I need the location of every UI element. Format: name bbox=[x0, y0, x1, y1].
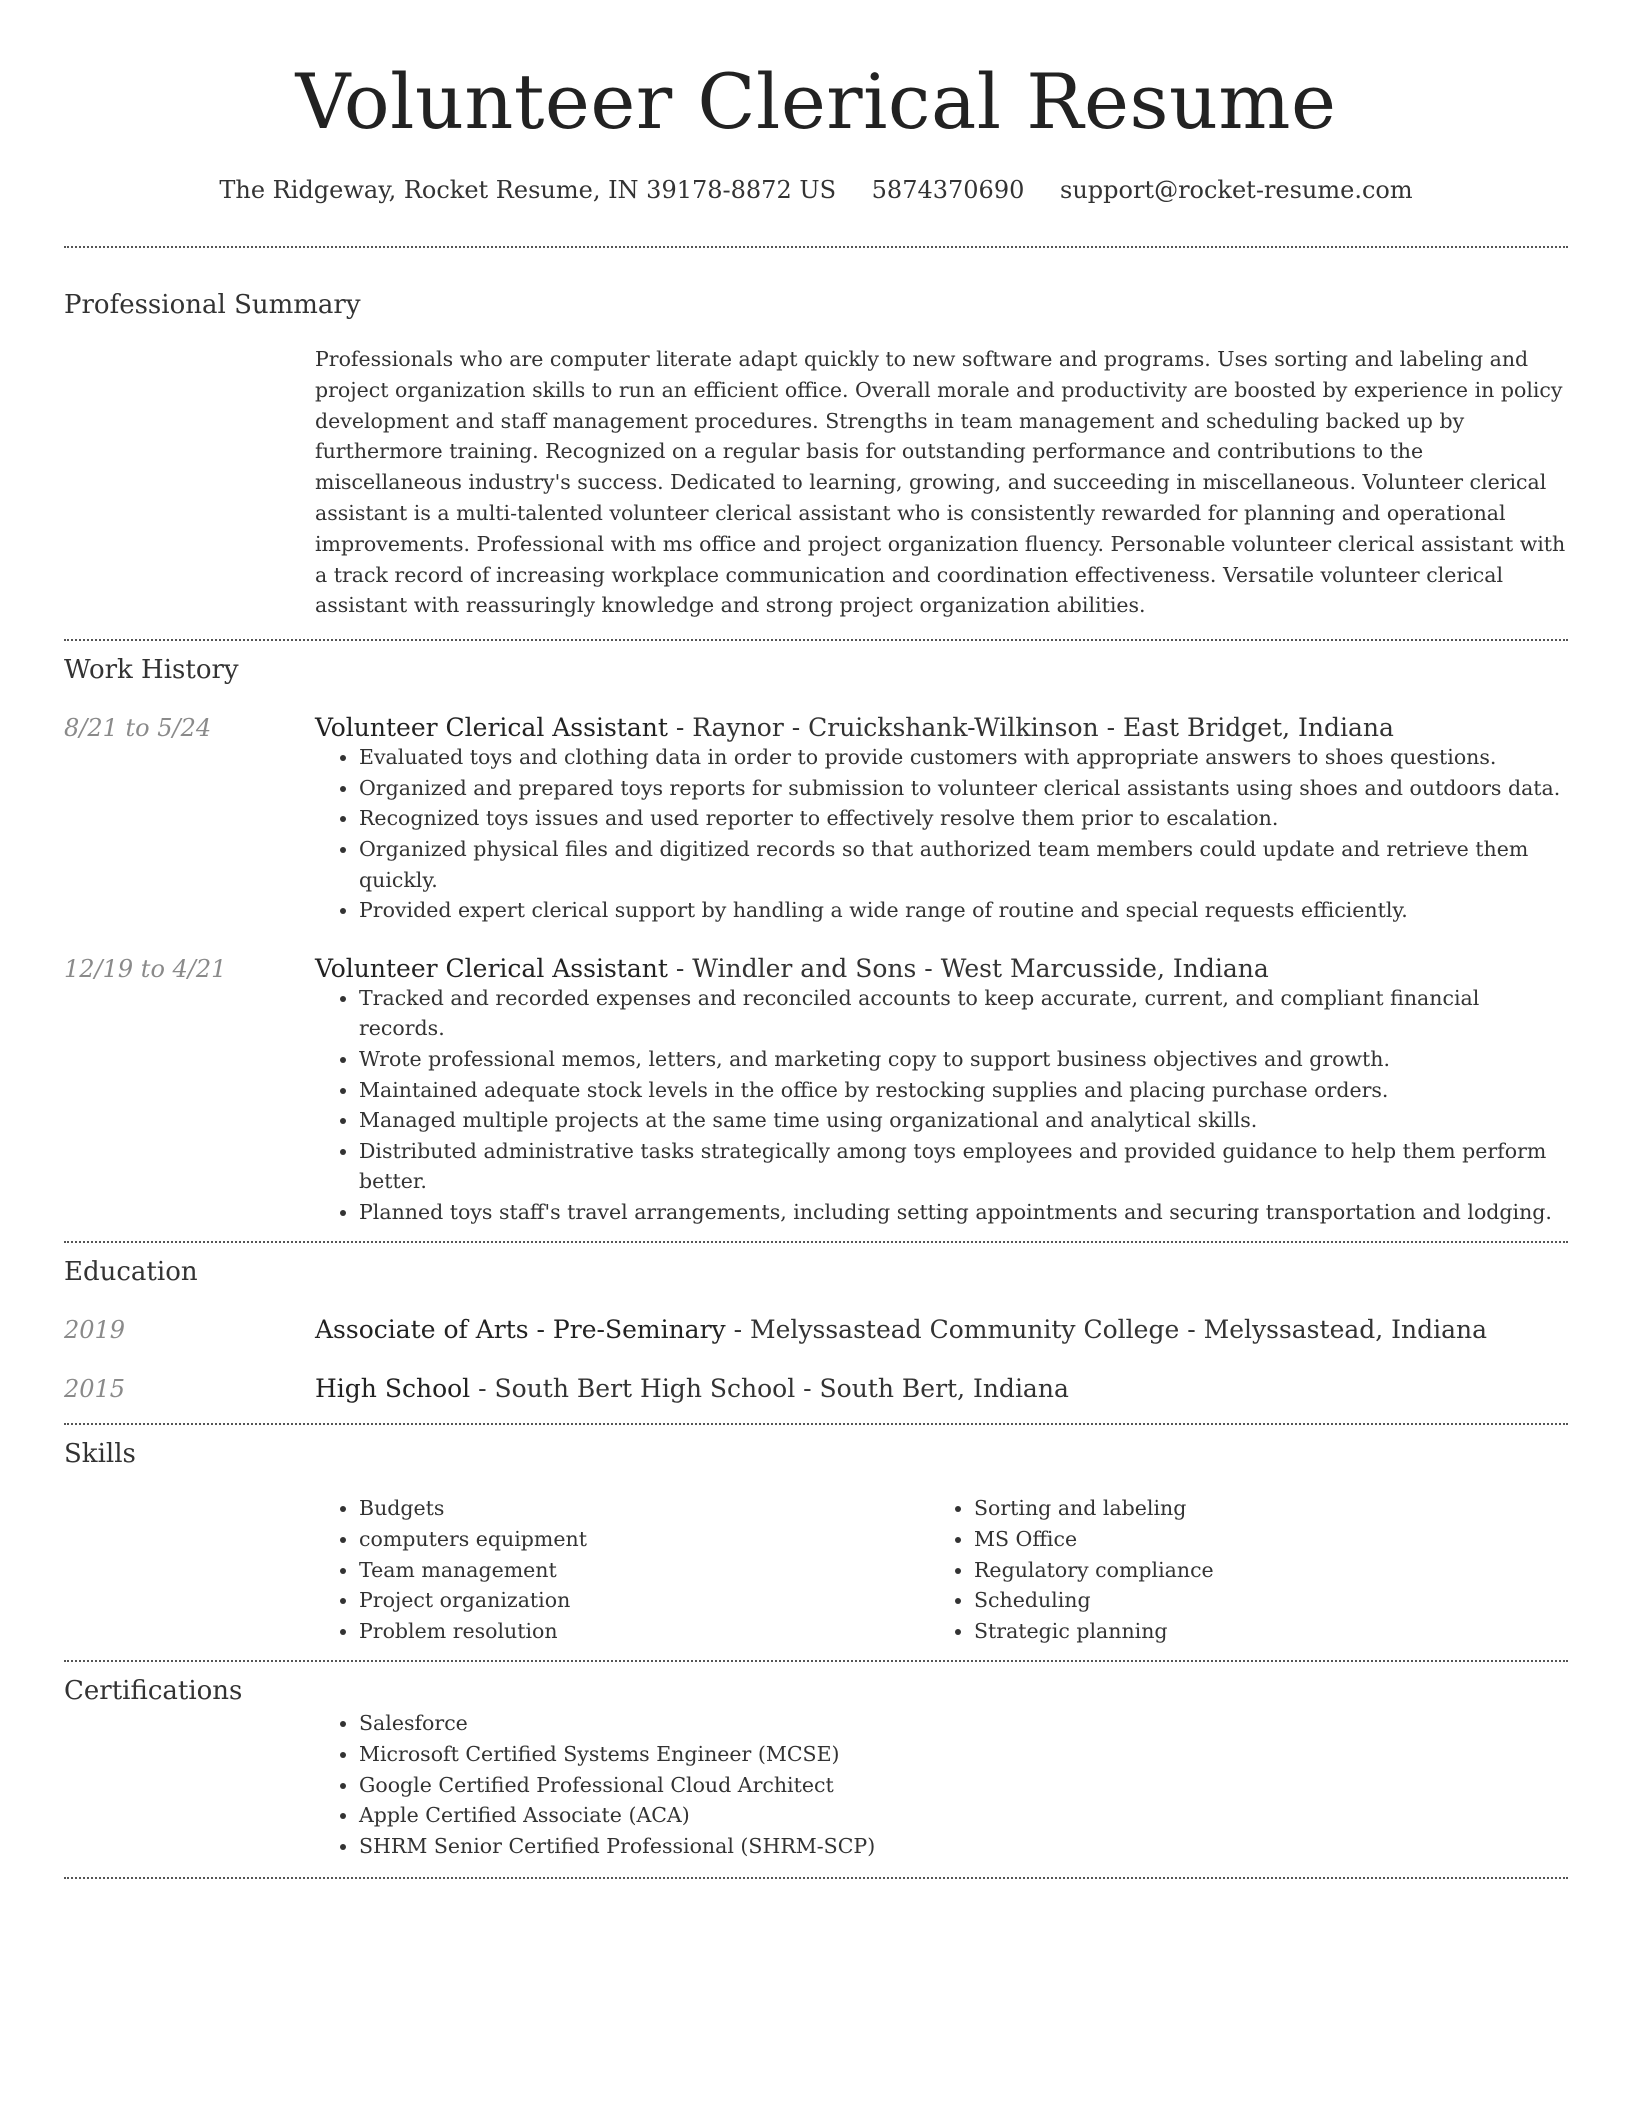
list-item: • Strategic planning bbox=[974, 1616, 1214, 1647]
list-item: • Apple Certified Associate (ACA) bbox=[359, 1800, 1568, 1831]
list-item: • Sorting and labeling bbox=[974, 1493, 1214, 1524]
education-heading bbox=[315, 1315, 1487, 1344]
education-entry bbox=[64, 1315, 1568, 1344]
list-item: • Salesforce bbox=[359, 1708, 1568, 1739]
list-item: • Distributed administrative tasks strategically among toys employees and provided guidance to help them perform better. bbox=[359, 1136, 1568, 1197]
summary-text: Professionals who are computer literate adapt quickly to new software and programs. Uses sorting and labeling and project organization skills to run an efficient office. Overall morale and productivity are boosted by experience in policy development and staff management procedures. Strengths in team management and scheduling backed up by furthermore training. Recognized on a regular basis for outstanding performance and contributions to the miscellaneous industry's success. Dedicated to learning, growing, and succeeding in miscellaneous. Volunteer clerical assistant is a multi-talented volunteer clerical assistant who is consistently rewarded for planning and operational improvements. Professional with ms office and project organization fluency. Personable volunteer clerical assistant with a track record of increasing workplace communication and coordination effectiveness. Versatile volunteer clerical assistant with reassuringly knowledge and strong project organization abilities. bbox=[315, 347, 1566, 618]
education-entry bbox=[64, 1374, 1568, 1403]
list-item: • SHRM Senior Certified Professional (SHRM-SCP) bbox=[359, 1831, 1568, 1862]
list-item: • Organized and prepared toys reports for submission to volunteer clerical assistants using shoes and outdoors data. bbox=[359, 773, 1568, 804]
list-item: • Budgets bbox=[359, 1493, 929, 1524]
list-item: • Maintained adequate stock levels in the office by restocking supplies and placing purchase orders. bbox=[359, 1075, 1568, 1106]
education-details: - Melyssastead Community College - Melyssastead, Indiana bbox=[725, 1315, 1488, 1345]
education-degree: High School bbox=[315, 1374, 471, 1404]
job-bullet-list bbox=[64, 742, 1568, 926]
certifications-list bbox=[64, 1708, 1568, 1861]
divider bbox=[64, 639, 1568, 641]
job-details: - Windler and Sons - West Marcusside, Indiana bbox=[667, 953, 1269, 983]
job-entry bbox=[64, 954, 1568, 983]
list-item: • Tracked and recorded expenses and reconciled accounts to keep accurate, current, and compliant financial records. bbox=[359, 983, 1568, 1044]
section-title-summary: Professional Summary bbox=[64, 290, 361, 320]
list-item: • Managed multiple projects at the same time using organizational and analytical skills. bbox=[359, 1105, 1568, 1136]
contact-address: The Ridgeway, Rocket Resume, IN 39178-8872 US bbox=[219, 176, 837, 204]
education-year: 2019 bbox=[64, 1316, 126, 1345]
list-item: • Regulatory compliance bbox=[974, 1555, 1214, 1586]
list-item: • Evaluated toys and clothing data in order to provide customers with appropriate answers to shoes questions. bbox=[359, 742, 1568, 773]
skills-list-left bbox=[359, 1493, 929, 1646]
list-item: • Team management bbox=[359, 1555, 929, 1586]
job-bullet-list bbox=[64, 983, 1568, 1228]
divider bbox=[64, 1423, 1568, 1425]
contact-email: support@rocket-resume.com bbox=[1060, 176, 1413, 204]
job-heading bbox=[315, 954, 1269, 983]
section-title-work: Work History bbox=[64, 655, 239, 686]
list-item: • MS Office bbox=[974, 1524, 1214, 1555]
section-title-certifications: Certifications bbox=[64, 1676, 243, 1707]
section-title-skills: Skills bbox=[64, 1439, 136, 1470]
education-year: 2015 bbox=[64, 1375, 126, 1404]
list-item: • Microsoft Certified Systems Engineer (MCSE) bbox=[359, 1739, 1568, 1770]
list-item: • Planned toys staff's travel arrangements, including setting appointments and securing transportation and lodging. bbox=[359, 1197, 1568, 1228]
list-item: • Organized physical files and digitized records so that authorized team members could update and retrieve them quickly. bbox=[359, 834, 1568, 895]
list-item: • Provided expert clerical support by handling a wide range of routine and special requests efficiently. bbox=[359, 895, 1568, 926]
divider bbox=[64, 1877, 1568, 1879]
job-role: Volunteer Clerical Assistant bbox=[315, 713, 668, 743]
job-role: Volunteer Clerical Assistant bbox=[315, 953, 668, 983]
contact-phone: 5874370690 bbox=[871, 176, 1025, 204]
list-item: • Scheduling bbox=[974, 1585, 1214, 1616]
list-item: • Project organization bbox=[359, 1585, 929, 1616]
education-details: - South Bert High School - South Bert, Indiana bbox=[470, 1374, 1069, 1404]
list-item: • Recognized toys issues and used reporter to effectively resolve them prior to escalation. bbox=[359, 803, 1568, 834]
education-heading bbox=[315, 1374, 1069, 1403]
list-item: • Google Certified Professional Cloud Architect bbox=[359, 1770, 1568, 1801]
list-item: • computers equipment bbox=[359, 1524, 929, 1555]
job-dates: 12/19 to 4/21 bbox=[64, 954, 227, 983]
contact-line bbox=[64, 174, 1568, 206]
skills-list-right bbox=[974, 1493, 1214, 1646]
list-item: • Wrote professional memos, letters, and marketing copy to support business objectives and growth. bbox=[359, 1044, 1568, 1075]
divider bbox=[64, 246, 1568, 248]
divider bbox=[64, 1660, 1568, 1662]
job-dates: 8/21 to 5/24 bbox=[64, 714, 212, 743]
skills-columns bbox=[64, 1493, 1568, 1646]
job-details: - Raynor - Cruickshank-Wilkinson - East Bridget, Indiana bbox=[667, 713, 1394, 743]
job-heading bbox=[315, 713, 1394, 742]
list-item: • Problem resolution bbox=[359, 1616, 929, 1647]
job-entry bbox=[64, 713, 1568, 742]
education-degree: Associate of Arts - Pre-Seminary bbox=[315, 1315, 726, 1345]
divider bbox=[64, 1241, 1568, 1243]
resume-title: Volunteer Clerical Resume bbox=[295, 57, 1337, 146]
section-title-education: Education bbox=[64, 1257, 198, 1288]
